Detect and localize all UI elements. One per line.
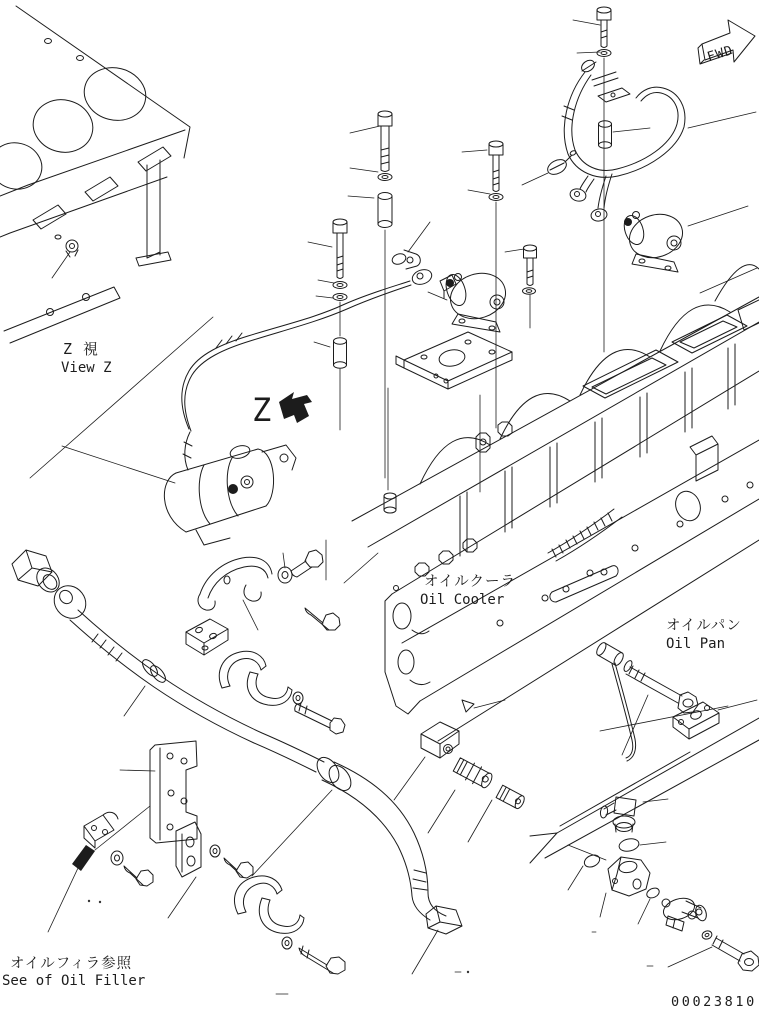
bolt [626,666,698,713]
bolt [524,245,537,286]
top-fasteners [333,7,612,478]
fwd-arrow [698,20,755,65]
cable-bracket [598,88,630,102]
pressure-switches [421,700,526,810]
pointer-arrow-icon [72,845,95,871]
washer [282,937,292,949]
clip [545,150,576,178]
oil-filler-tube [12,550,462,934]
washer [278,567,292,583]
washer [489,194,503,201]
oil-cooler-label-en: Oil Cooler [420,592,505,608]
elbow-fitting [600,797,636,832]
bolt [378,111,392,172]
oil-filler-label-en: See of Oil Filler [2,973,146,989]
washer [523,288,536,294]
tube-clamp-half [235,876,282,914]
pressure-switch [496,785,526,810]
spacer [378,193,392,228]
manifold-flange [583,350,678,398]
o-ring [618,837,640,853]
washer [210,845,220,857]
relay-terminal [624,218,632,226]
view-z-label-jp: Z 視 [63,340,100,358]
o-ring [645,886,661,900]
bolt [305,608,340,630]
pressure-switch [452,756,494,791]
oil-pan-label-en: Oil Pan [666,636,726,652]
z-marker-label: Z [252,391,272,429]
oil-filler-label-jp: オイルフィラ参照 [10,956,133,972]
ring-terminal [410,267,434,287]
cable-lug [579,58,596,74]
oil-pan-label-jp: オイルパン [666,618,742,634]
leader-lines [30,20,757,994]
tube-clamp-half [219,651,266,688]
washer [333,294,347,301]
oil-cooler-label-jp: オイルクーラ [424,574,516,590]
bolt [124,866,153,886]
washer [293,692,303,704]
battery-relay-center [440,266,511,332]
starter-terminal [228,484,238,494]
drawing-number: 00023810 [671,994,757,1010]
manifold-flange [672,315,747,353]
view-z-panel [0,6,190,343]
washer [701,930,713,941]
o-ring [582,853,601,870]
bolt [299,946,345,974]
ring-terminal [590,208,608,223]
starter-motor [164,432,296,545]
dipstick-wire [612,664,633,758]
spacer [334,338,347,368]
dipstick-and-plate [595,641,719,761]
wire-harness [562,58,685,222]
panel-sensor-bolt [66,240,78,257]
valve-block [608,857,650,896]
spacer [599,121,612,148]
bolt [333,219,347,279]
bolt [489,141,503,192]
washer [597,50,611,57]
relay-mount-plate [384,332,512,513]
bolt [295,703,345,734]
wire-clamp [391,250,421,269]
battery-cable [182,267,434,431]
tube-clamp-half [247,672,292,705]
washer [111,851,123,865]
battery-relay-right [621,208,688,272]
washer [378,174,392,181]
banjo-eye [48,579,93,624]
spacer [595,641,625,667]
ring-terminal [569,187,588,203]
bolt [224,858,253,878]
bolt [291,550,323,577]
view-z-label-en: View Z [61,360,112,376]
bolt [597,7,611,48]
flanged-valve [661,895,709,931]
tube-clamp-half [259,898,304,933]
z-direction-arrow-icon [279,392,312,423]
cone-washer [462,700,474,712]
bottom-left-brackets [72,741,345,974]
fwd-label: FWD [705,43,736,66]
washer [333,282,347,289]
z-view-marker [252,391,312,429]
bolt [712,936,759,971]
